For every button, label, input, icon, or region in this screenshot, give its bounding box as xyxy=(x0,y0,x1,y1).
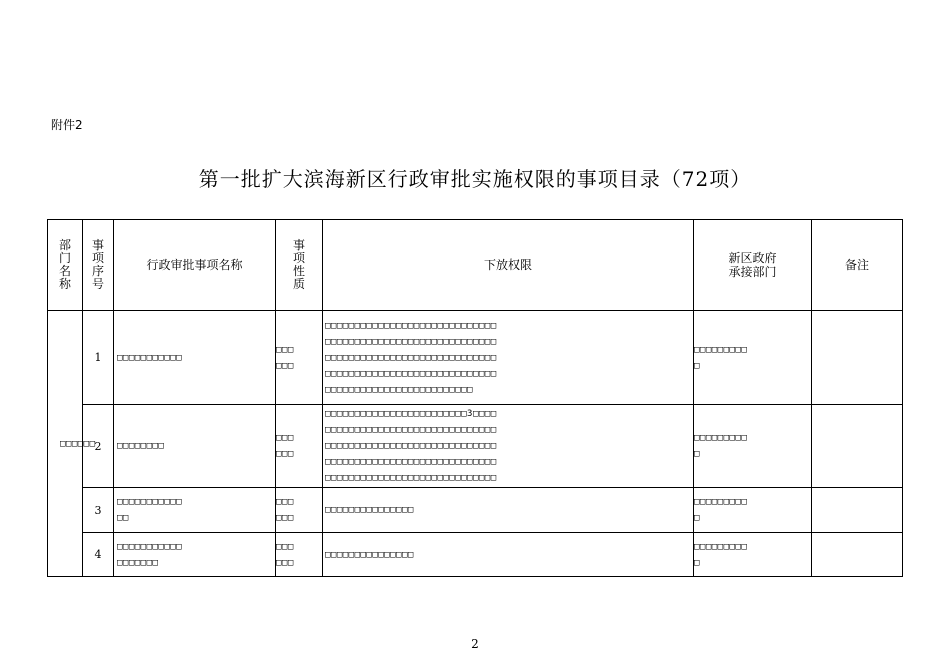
item-number: 1 xyxy=(83,311,114,405)
table-row xyxy=(48,405,903,488)
header-authority: 下放权限 xyxy=(323,220,694,311)
attachment-label: 附件2 xyxy=(51,118,83,132)
header-nature: 事项性质 xyxy=(276,220,323,311)
item-remark xyxy=(812,488,903,533)
item-name: □□□□□□□□ xyxy=(114,405,276,488)
item-undertaker: □□□□□□□□□ □ xyxy=(694,488,812,533)
item-number: 4 xyxy=(83,533,114,577)
table-row xyxy=(48,533,903,577)
item-undertaker: □□□□□□□□□ □ xyxy=(694,405,812,488)
header-row xyxy=(48,220,903,311)
item-remark xyxy=(812,311,903,405)
header-remarks: 备注 xyxy=(812,220,903,311)
table-row xyxy=(48,311,903,405)
item-authority: □□□□□□□□□□□□□□□□□□□□□□□□□□□□□ □□□□□□□□□□□□□□□□□□□□□□□□□□□□□ □□□□□□□□□□□□□□□□□□□□□□□□□□□□□ □□□□□□□□□□□□□□□□□□□□□□□□□□□□□ □□□□□□□□□□□□□□□□□□□□□□□□□ xyxy=(323,311,694,405)
item-number: 2 xyxy=(83,405,114,488)
item-name: □□□□□□□□□□□ xyxy=(114,311,276,405)
item-nature: □□□ □□□ xyxy=(276,311,323,405)
header-item-name: 行政审批事项名称 xyxy=(114,220,276,311)
item-name: □□□□□□□□□□□ □□ xyxy=(114,488,276,533)
dept-name-cell: □□□□□□ xyxy=(48,311,83,577)
item-authority: □□□□□□□□□□□□□□□ xyxy=(323,533,694,577)
item-number: 3 xyxy=(83,488,114,533)
table-row xyxy=(48,488,903,533)
document-title: 第一批扩大滨海新区行政审批实施权限的事项目录（72项） xyxy=(198,167,752,191)
item-remark xyxy=(812,405,903,488)
item-nature: □□□ □□□ xyxy=(276,533,323,577)
approval-items-table xyxy=(47,219,903,577)
item-undertaker: □□□□□□□□□ □ xyxy=(694,311,812,405)
item-name: □□□□□□□□□□□ □□□□□□□ xyxy=(114,533,276,577)
item-authority: □□□□□□□□□□□□□□□ xyxy=(323,488,694,533)
item-authority: □□□□□□□□□□□□□□□□□□□□□□□□3□□□□ □□□□□□□□□□□□□□□□□□□□□□□□□□□□□ □□□□□□□□□□□□□□□□□□□□□□□□□□□□□ □□□□□□□□□□□□□□□□□□□□□□□□□□□□□ □□□□□□□□□□□□□□□□□□□□□□□□□□□□□ xyxy=(323,405,694,488)
header-dept: 部门名称 xyxy=(48,220,83,311)
item-undertaker: □□□□□□□□□ □ xyxy=(694,533,812,577)
item-remark xyxy=(812,533,903,577)
header-seq: 事项序号 xyxy=(83,220,114,311)
header-undertaker: 新区政府 承接部门 xyxy=(694,220,812,311)
item-nature: □□□ □□□ xyxy=(276,405,323,488)
item-nature: □□□ □□□ xyxy=(276,488,323,533)
page-number: 2 xyxy=(471,637,479,651)
